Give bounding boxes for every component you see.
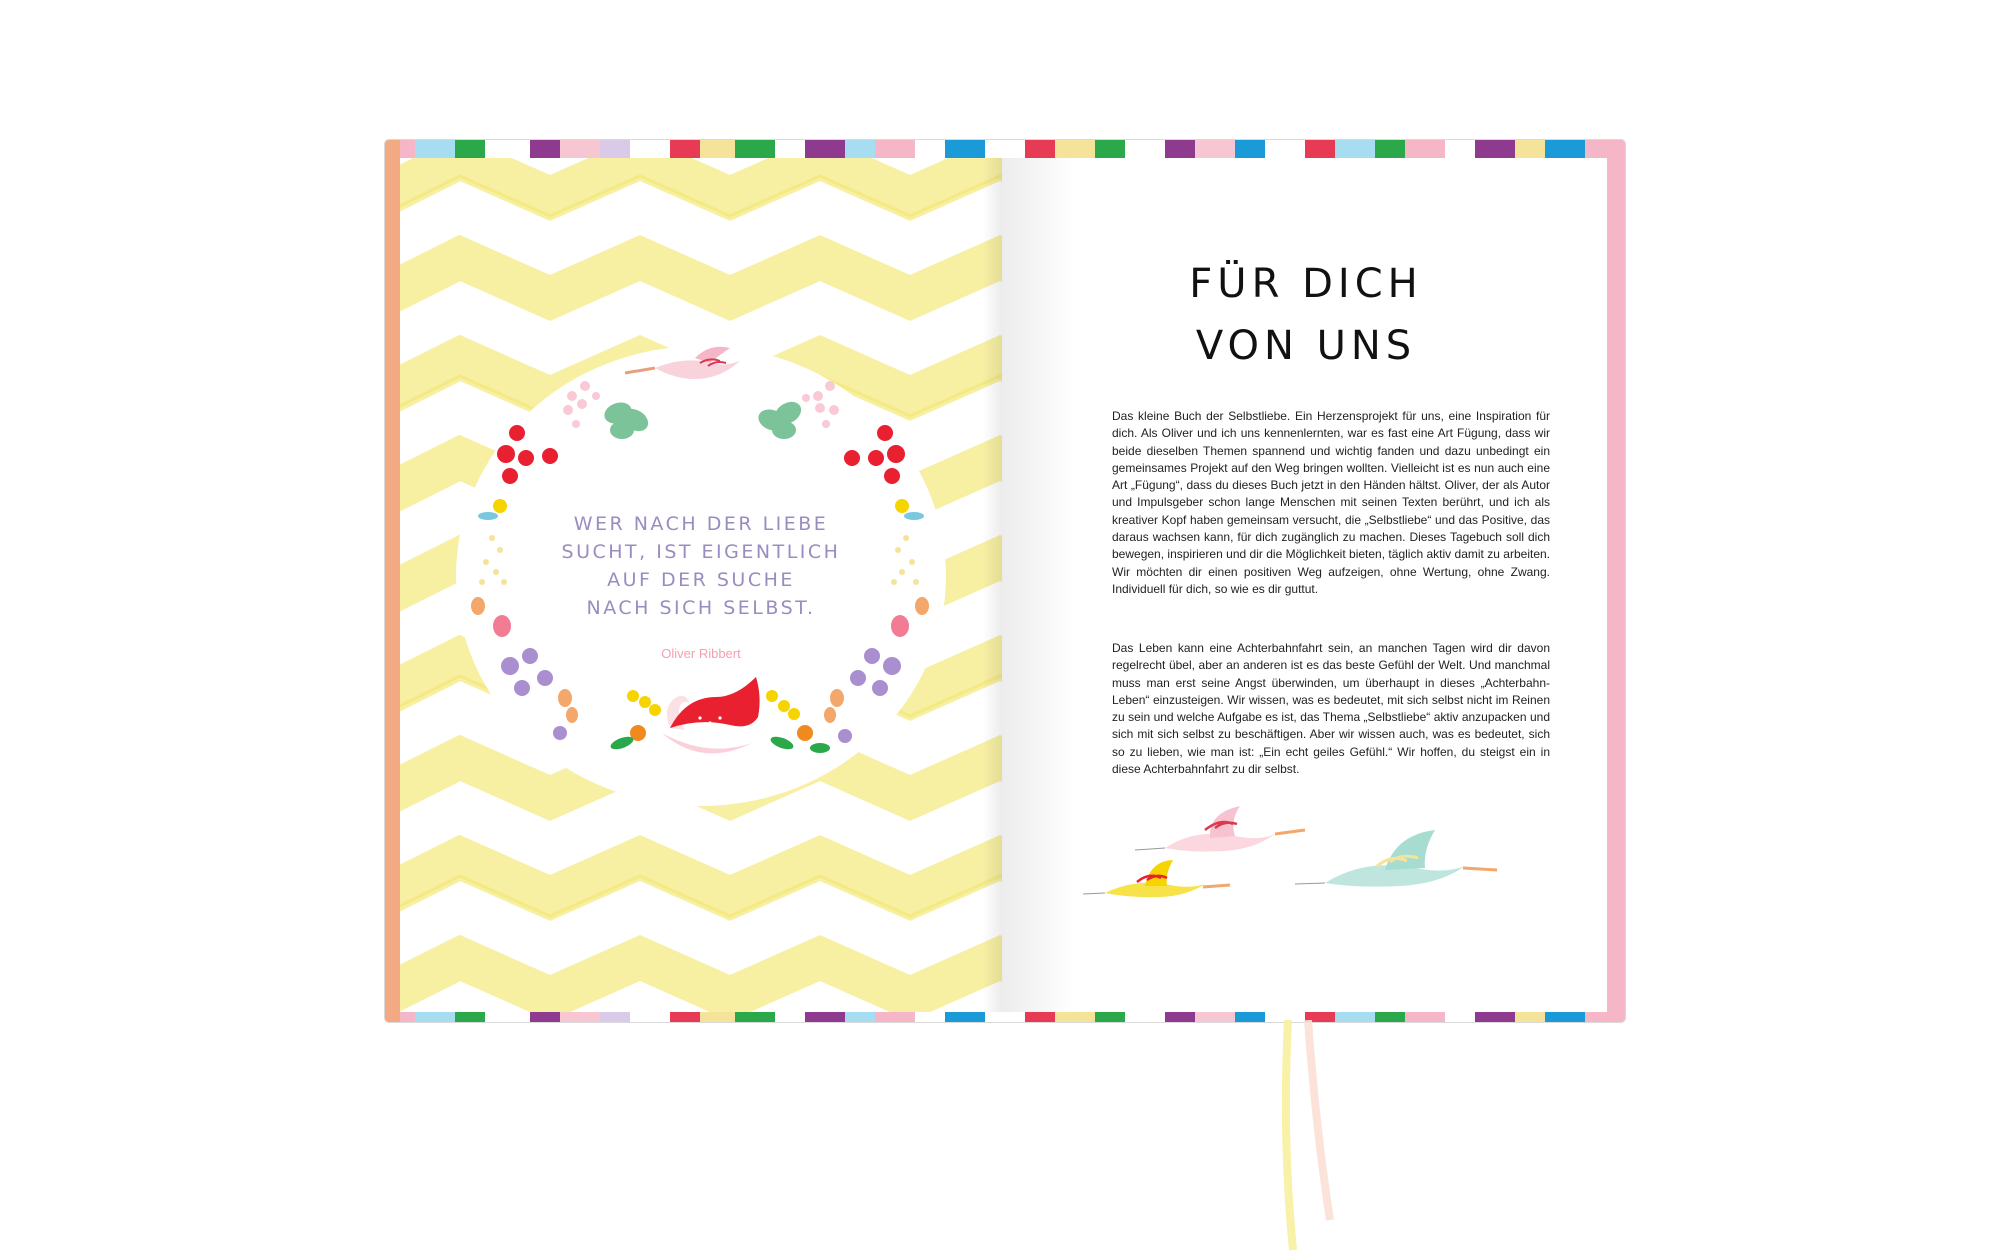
page-title <box>1005 253 1607 377</box>
bookmark-ribbons <box>1270 1020 1350 1260</box>
quote-line: SUCHT, IST EIGENTLICH <box>561 541 841 563</box>
swan-icon <box>662 677 760 753</box>
quote-line: WER NACH DER LIEBE <box>573 513 829 535</box>
body-paragraph: Das Leben kann eine Achterbahnfahrt sein, an manchen Tagen wird dir davon regelrecht übel, aber an anderen ist es das beste Gefühl der Welt. Und manchmal muss man erst seine Angst überwinden, um überhaupt in dieses „Achterbahn-Leben“ einzusteigen. Wir wissen, was es bedeutet, mit sich selbst nicht im Reinen zu sein und welche Aufgabe es ist, das Thema „Selbstliebe“ aktiv anzupacken und sich mit sich selbst zu beschäftigen. Aber wir wissen auch, was es bedeutet, sich so zu lieben, wie man ist: „Ein echt geiles Gefühl.“ Wir hoffen, du steigst ein in diese Achterbahnfahrt zu dir selbst. <box>1112 641 1550 777</box>
body-paragraph: Das kleine Buch der Selbstliebe. Ein Herzensprojekt für uns, eine Inspiration für dich. Als Oliver und ich uns kennenlernten, war es fast eine Art Fügung, dass wir beide dieselben Themen spannend und wichtig fanden und dazu unbedingt ein gemeinsames Projekt auf den Weg bringen wollten. Vielleicht ist es nun auch eine Art „Fügung“, dass du dieses Buch jetzt in den Händen hältst. Oliver, der als Autor und Impulsgeber schon lange Menschen mit seinen Texten berührt, und ich als kreativer Kopf haben gemeinsam versucht, die „Selbstliebe“ und das Positive, das daraus wachsen kann, für dich zugänglich zu machen. Dieses Tagebuch soll dich bewegen, inspirieren und dir die Möglichkeit bieten, täglich aktiv damit zu arbeiten. Wir möchten dir einen positiven Weg aufzeigen, ohne Wertung, ohne Zwang. Individuell für dich, so wie es dir guttut. <box>1112 409 1550 596</box>
stork-icon <box>1083 860 1230 897</box>
quote-line: AUF DER SUCHE <box>607 569 795 591</box>
quote-line: NACH SICH SELBST. <box>586 597 816 619</box>
quote-author: Oliver Ribbert <box>661 646 741 661</box>
title-line: VON UNS <box>1195 323 1417 369</box>
left-page <box>400 158 1002 1012</box>
right-page <box>1005 158 1607 1012</box>
quote-text <box>400 510 1002 622</box>
bird-icon <box>625 347 740 379</box>
open-book <box>385 140 1625 1022</box>
stork-icon <box>1135 806 1305 852</box>
stork-icon <box>1295 830 1497 887</box>
title-line: FÜR DICH <box>1189 261 1423 307</box>
